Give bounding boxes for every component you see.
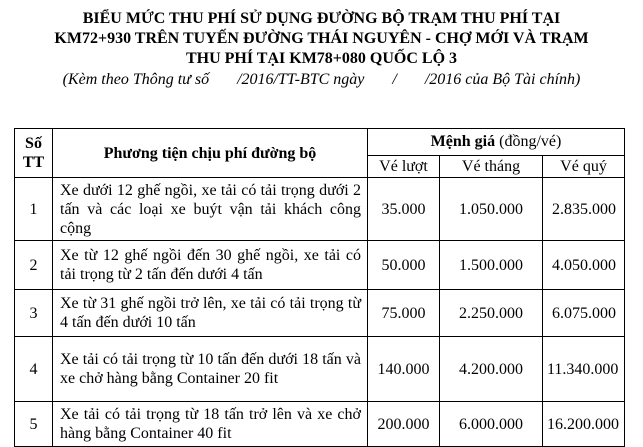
row-monthly: 1.500.000 [440,241,543,290]
row-vehicle: Xe tải có tải trọng từ 18 tấn trở lên và xe chở hàng bằng Container 40 fit [53,402,368,447]
row-quarterly: 4.050.000 [543,241,625,290]
row-quarterly: 2.835.000 [543,178,625,241]
row-no: 4 [15,337,53,402]
header-monthly: Vé tháng [440,155,543,177]
table-row [15,178,625,241]
header-price-unit: (đồng/vé) [495,133,562,151]
fee-table [14,128,625,447]
header-quarterly: Vé quý [543,155,625,177]
row-vehicle: Xe tải có tải trọng từ 10 tấn đến dưới 18 tấn và xe chở hàng bằng Container 20 fit [53,337,368,402]
row-monthly: 1.050.000 [440,178,543,241]
header-price-group [368,129,625,156]
row-per-trip: 75.000 [368,290,440,337]
document-title-line-3: THU PHÍ TẠI KM78+080 QUỐC LỘ 3 [185,50,458,67]
header-vehicle: Phương tiện chịu phí đường bộ [53,129,368,178]
row-vehicle: Xe từ 31 ghế ngồi trở lên, xe tải có tải trọng từ 4 tấn đến dưới 10 tấn [53,290,368,337]
header-no: Số TT [15,129,53,178]
row-per-trip: 200.000 [368,402,440,447]
row-per-trip: 50.000 [368,241,440,290]
header-row [15,129,625,156]
row-no: 3 [15,290,53,337]
row-quarterly: 11.340.000 [543,337,625,402]
table-row [15,402,625,447]
row-vehicle: Xe dưới 12 ghế ngồi, xe tải có tải trọng dưới 2 tấn và các loại xe buýt vận tải khách công cộng [53,178,368,241]
row-quarterly: 16.200.000 [543,402,625,447]
row-monthly: 6.000.000 [440,402,543,447]
document-title-line-2: KM72+930 TRÊN TUYẾN ĐƯỜNG THÁI NGUYÊN - CHỢ MỚI VÀ TRẠM [54,30,589,47]
row-no: 5 [15,402,53,447]
document-subtitle: (Kèm theo Thông tư số /2016/TT-BTC ngày / /2016 của Bộ Tài chính) [62,71,581,88]
table-row [15,290,625,337]
row-no: 2 [15,241,53,290]
row-vehicle: Xe từ 12 ghế ngồi đến 30 ghế ngồi, xe tải có tải trọng từ 2 tấn đến dưới 4 tấn [53,241,368,290]
row-monthly: 4.200.000 [440,337,543,402]
row-no: 1 [15,178,53,241]
row-monthly: 2.250.000 [440,290,543,337]
table-row [15,337,625,402]
row-quarterly: 6.075.000 [543,290,625,337]
header-price-label: Mệnh giá [430,133,496,151]
row-per-trip: 35.000 [368,178,440,241]
table-row [15,241,625,290]
row-per-trip: 140.000 [368,337,440,402]
document-title-line-1: BIỂU MỨC THU PHÍ SỬ DỤNG ĐƯỜNG BỘ TRẠM THU PHÍ TẠI [82,10,561,27]
header-per-trip: Vé lượt [368,155,440,177]
